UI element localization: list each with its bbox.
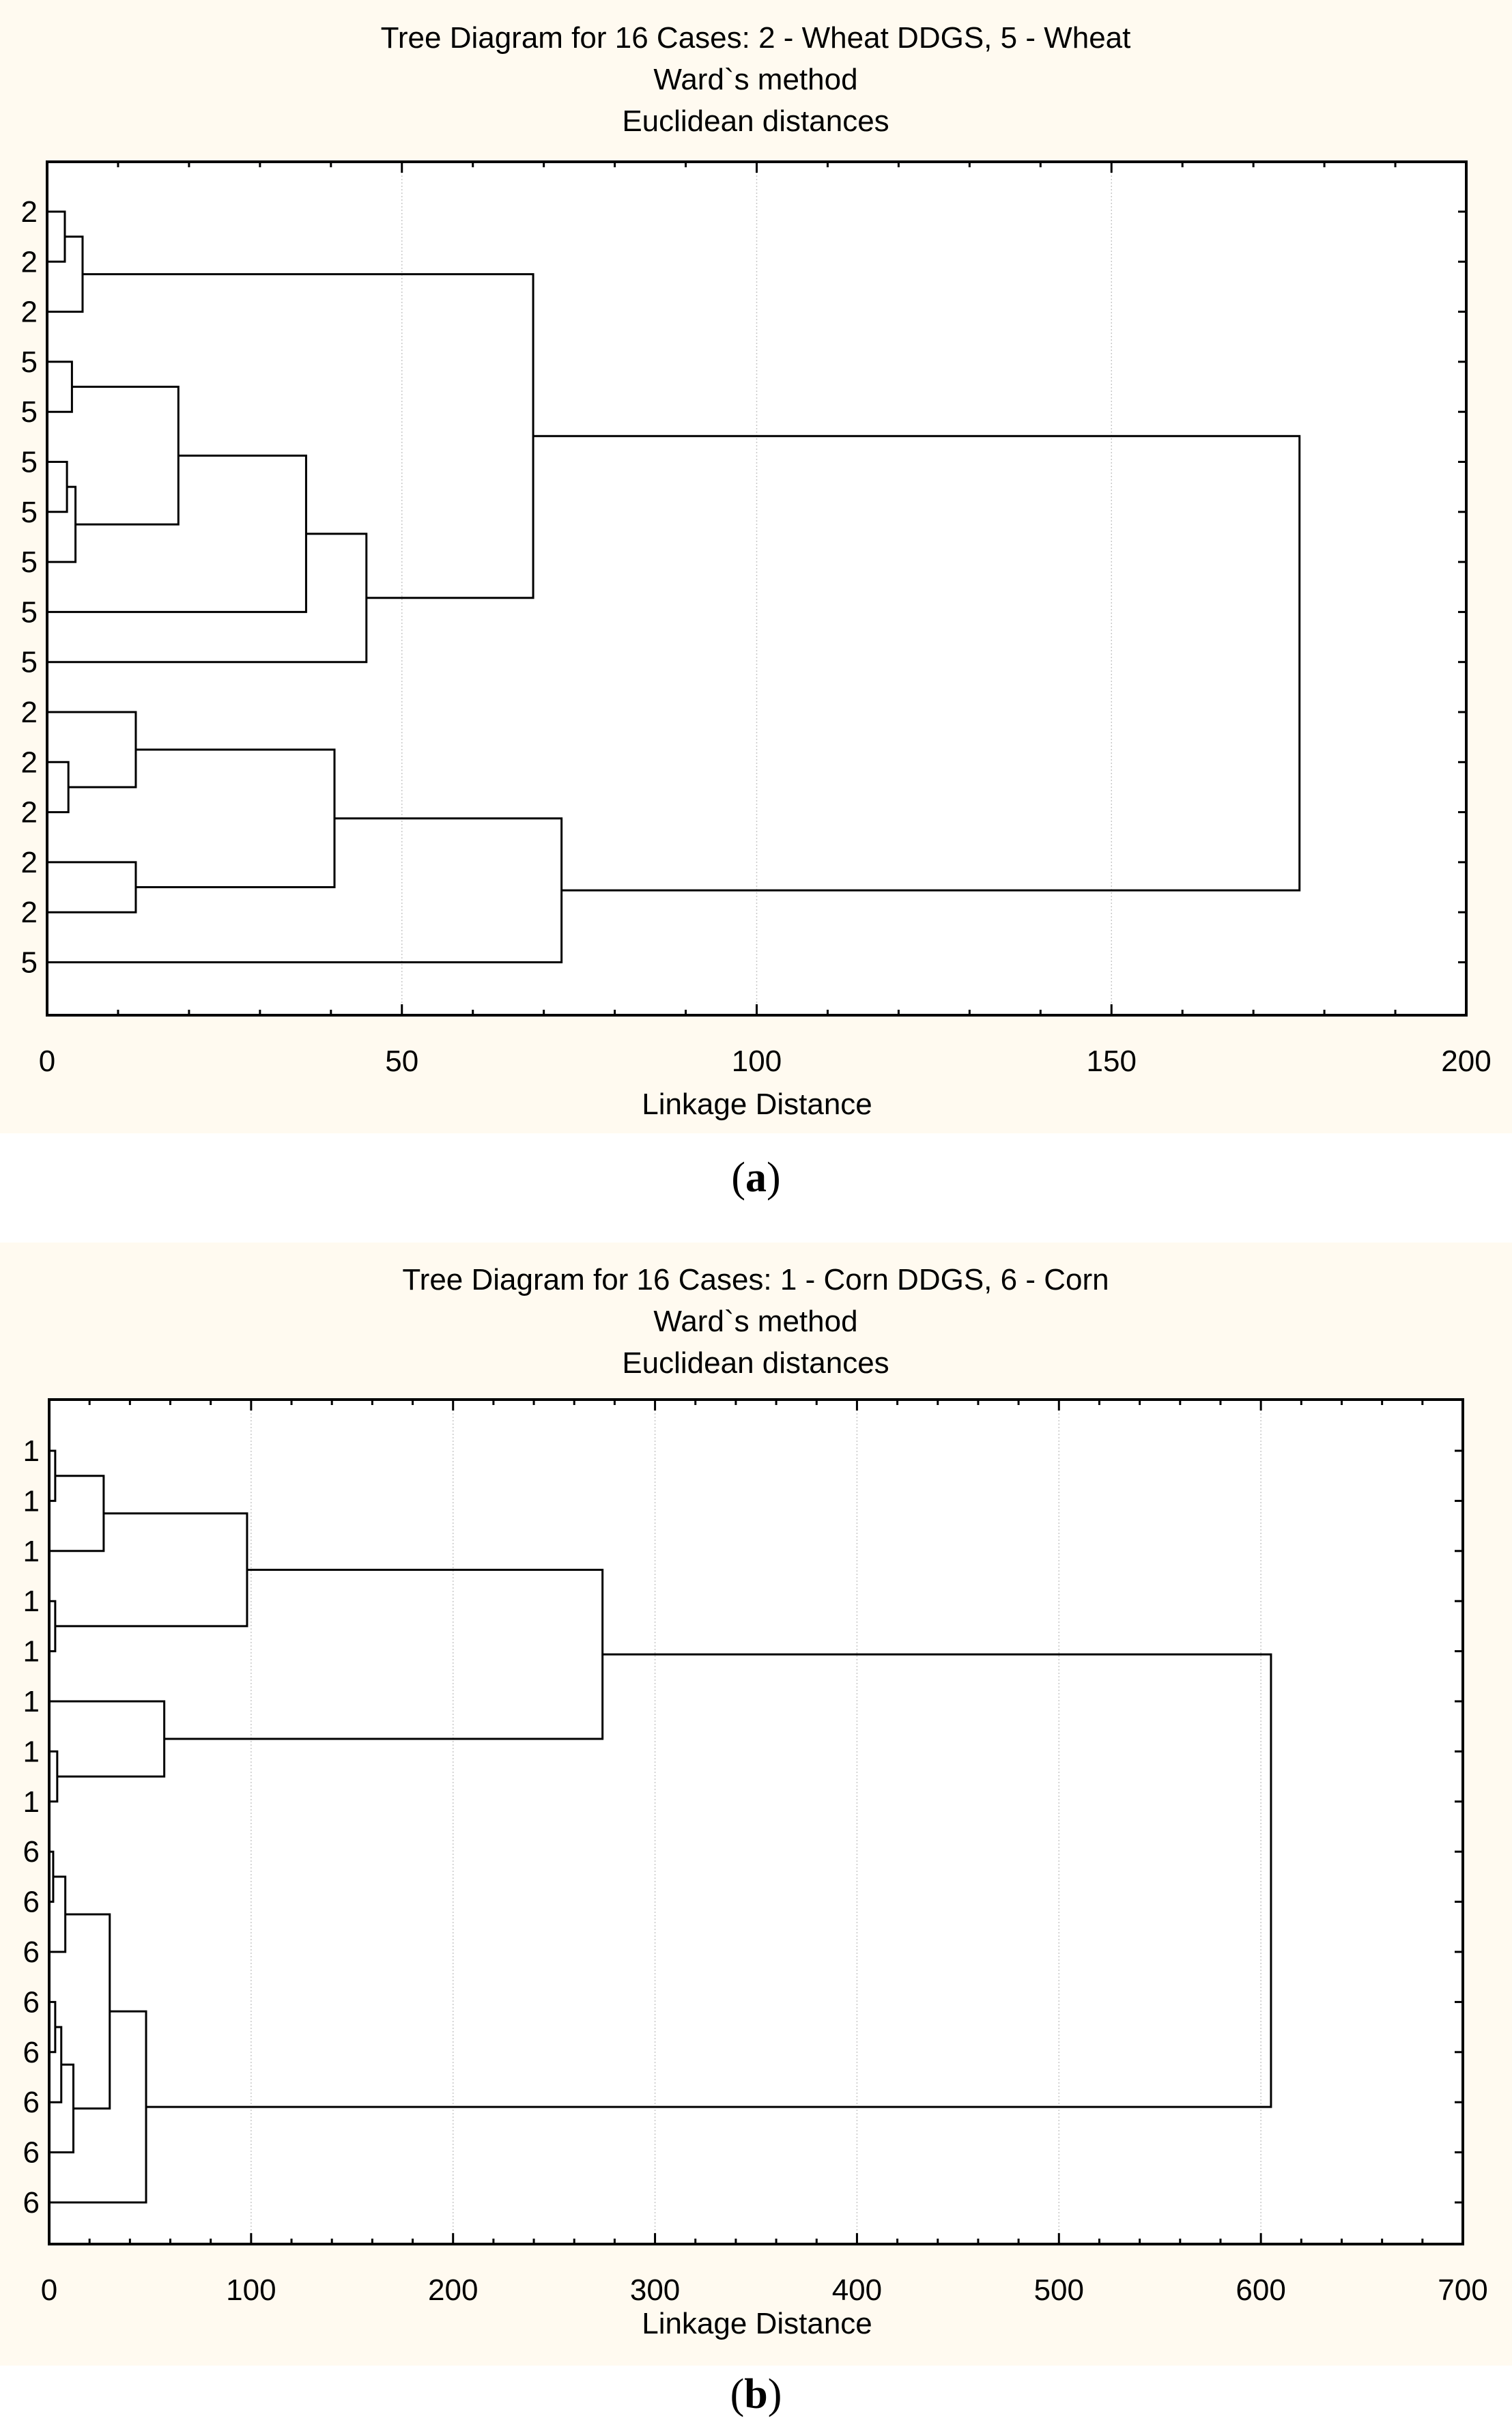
leaf-label: 2 — [20, 245, 38, 279]
leaf-label: 1 — [23, 1785, 40, 1819]
leaf-label: 5 — [20, 345, 38, 379]
x-tick-label: 600 — [1236, 2273, 1286, 2307]
dendrogram-b — [0, 1243, 1512, 2366]
chart-title: Tree Diagram for 16 Cases: 1 - Corn DDGS, 6 - Corn — [402, 1263, 1109, 1296]
x-tick-label: 200 — [1441, 1045, 1492, 1078]
leaf-label: 1 — [23, 1534, 40, 1568]
leaf-label: 1 — [23, 1434, 40, 1468]
leaf-label: 2 — [20, 845, 38, 879]
x-tick-label: 400 — [831, 2273, 883, 2307]
x-tick-label: 700 — [1438, 2273, 1488, 2307]
leaf-label: 6 — [23, 1985, 40, 2019]
chart-subtitle-distance: Euclidean distances — [622, 1346, 889, 1380]
chart-title: Tree Diagram for 16 Cases: 2 - Wheat DDGS, 5 - Wheat — [380, 21, 1131, 55]
x-tick-label: 200 — [428, 2273, 479, 2307]
leaf-label: 6 — [23, 1835, 40, 1869]
x-tick-label: 300 — [629, 2273, 681, 2307]
x-tick-label: 500 — [1033, 2273, 1084, 2307]
x-tick-label: 0 — [40, 2273, 58, 2307]
leaf-label: 2 — [20, 295, 38, 329]
leaf-label: 1 — [23, 1484, 40, 1518]
plot-area — [23, 1400, 1488, 2307]
leaf-label: 2 — [20, 795, 38, 829]
chart-panel-a — [0, 0, 1512, 1133]
leaf-label: 5 — [20, 545, 38, 580]
chart-subtitle-method: Ward`s method — [653, 1305, 858, 1338]
leaf-label: 2 — [20, 896, 38, 930]
leaf-label: 6 — [23, 2186, 40, 2220]
panel-caption-a: (a) — [731, 1154, 781, 1201]
x-tick-label: 0 — [38, 1045, 56, 1078]
leaf-label: 5 — [20, 595, 38, 629]
x-axis-title: Linkage Distance — [642, 1088, 872, 1121]
panel-caption-b: (b) — [730, 2371, 782, 2417]
caption-letter: a — [745, 1154, 767, 1201]
plot-area — [21, 162, 1492, 1078]
leaf-label: 6 — [23, 1935, 40, 1969]
leaf-label: 1 — [23, 1685, 40, 1718]
leaf-label: 5 — [20, 495, 38, 529]
leaf-label: 6 — [23, 1885, 40, 1919]
leaf-label: 6 — [23, 2086, 40, 2120]
leaf-label: 2 — [20, 195, 38, 229]
leaf-label: 5 — [20, 445, 38, 479]
leaf-label: 6 — [23, 2035, 40, 2069]
x-axis-title: Linkage Distance — [642, 2307, 872, 2340]
leaf-label: 2 — [20, 696, 38, 729]
x-tick-label: 100 — [226, 2273, 276, 2307]
chart-panel-b — [0, 1243, 1512, 2366]
leaf-label: 6 — [23, 2136, 40, 2170]
leaf-label: 2 — [20, 746, 38, 780]
leaf-label: 5 — [20, 645, 38, 679]
chart-subtitle-method: Ward`s method — [653, 63, 858, 96]
x-tick-label: 50 — [385, 1045, 419, 1078]
leaf-label: 1 — [23, 1735, 40, 1769]
leaf-label: 5 — [20, 946, 38, 980]
chart-subtitle-distance: Euclidean distances — [622, 104, 889, 138]
caption-letter: b — [744, 2371, 768, 2417]
plot-background — [49, 1400, 1463, 2244]
leaf-label: 5 — [20, 395, 38, 429]
x-tick-label: 150 — [1086, 1045, 1137, 1078]
leaf-label: 1 — [23, 1634, 40, 1669]
leaf-label: 1 — [23, 1585, 40, 1619]
dendrogram-a — [0, 0, 1512, 1133]
x-tick-label: 100 — [731, 1045, 782, 1078]
